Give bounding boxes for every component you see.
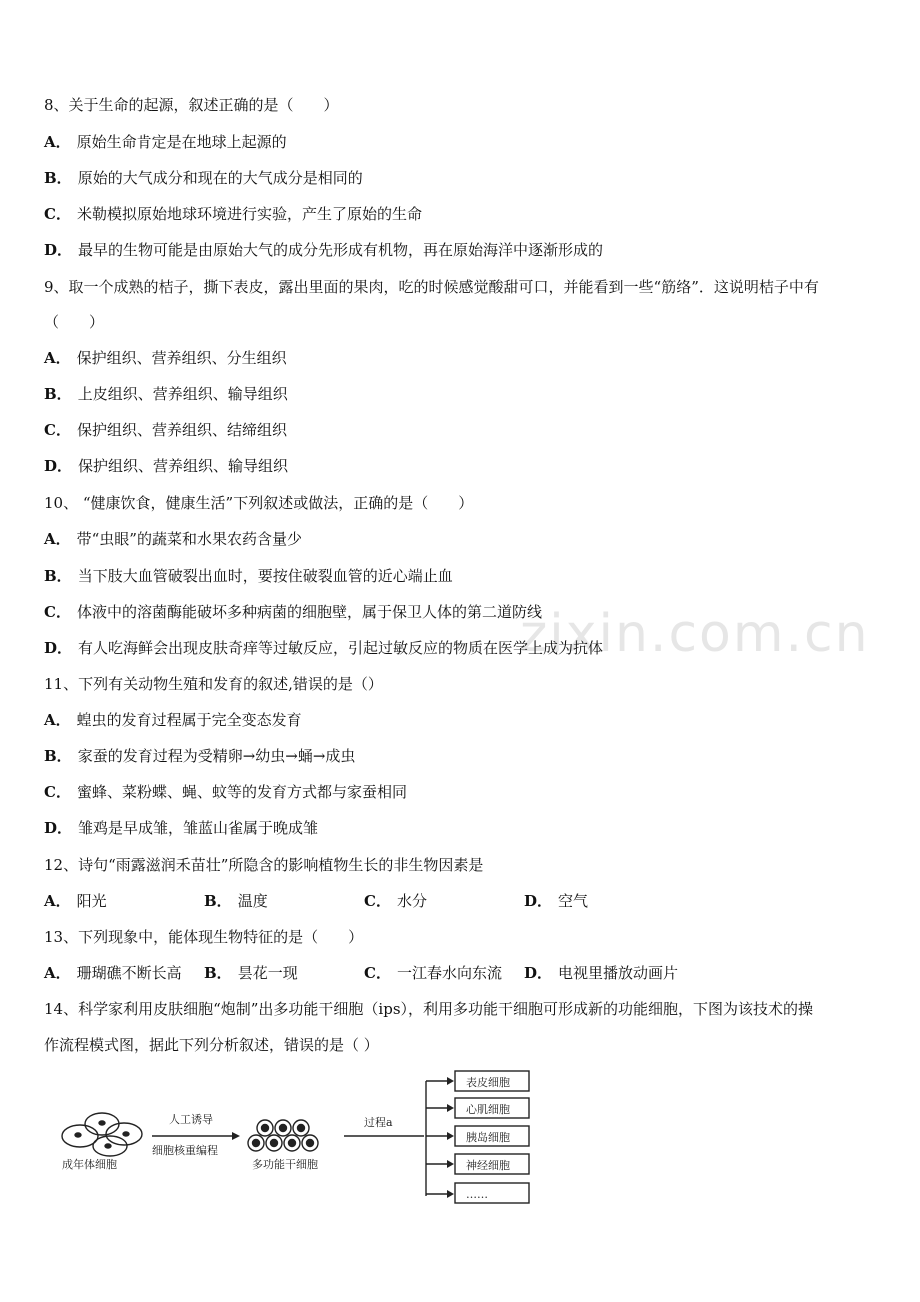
branch-arrows xyxy=(426,1081,447,1194)
branch-arrowheads xyxy=(447,1077,454,1198)
option-text: 温度 xyxy=(237,892,268,910)
q11-option-b xyxy=(44,746,355,766)
q12-option-a xyxy=(44,891,107,911)
q9-option-d xyxy=(44,456,288,476)
q9-option-a xyxy=(44,348,287,368)
option-label: C． xyxy=(364,892,391,910)
q13-option-d xyxy=(524,963,678,983)
option-label: A． xyxy=(44,133,71,151)
option-text: 带“虫眼”的蔬菜和水果农药含量少 xyxy=(76,530,302,548)
q8-option-b xyxy=(44,168,363,188)
option-text: 当下肢大血管破裂出血时，要按住破裂血管的近心端止血 xyxy=(77,567,453,585)
arrow2-label: 过程a xyxy=(364,1116,393,1129)
option-label: A． xyxy=(44,349,71,367)
q10-option-d xyxy=(44,638,603,658)
target-ellipsis: …… xyxy=(466,1188,488,1201)
option-label: C． xyxy=(44,603,71,621)
option-text: 蜜蜂、菜粉蝶、蝇、蚊等的发育方式都与家蚕相同 xyxy=(76,783,407,801)
middle-label: 多功能干细胞 xyxy=(252,1158,318,1171)
q12-option-c xyxy=(364,891,427,911)
option-text: 最早的生物可能是由原始大气的成分先形成有机物，再在原始海洋中逐渐形成的 xyxy=(78,241,604,259)
q13-stem: 13、下列现象中，能体现生物特征的是（ ） xyxy=(44,928,364,946)
q8-option-c xyxy=(44,204,422,224)
stem-cells-icon xyxy=(248,1120,318,1151)
q8-stem: 8、关于生命的起源，叙述正确的是（ ） xyxy=(44,96,339,114)
option-text: 体液中的溶菌酶能破坏多种病菌的细胞壁，属于保卫人体的第二道防线 xyxy=(76,603,542,621)
option-text: 家蚕的发育过程为受精卵→幼虫→蛹→成虫 xyxy=(77,747,356,765)
q13-option-a xyxy=(44,963,182,983)
option-label: C． xyxy=(44,783,71,801)
q10-option-a xyxy=(44,529,302,549)
option-label: C． xyxy=(44,421,71,439)
option-label: D． xyxy=(44,457,73,475)
option-text: 原始生命肯定是在地球上起源的 xyxy=(76,133,287,151)
q11-option-d xyxy=(44,818,318,838)
q11-option-c xyxy=(44,782,407,802)
option-label: C． xyxy=(364,964,391,982)
option-text: 昙花一现 xyxy=(237,964,298,982)
q10-option-c xyxy=(44,602,542,622)
option-label: D． xyxy=(524,964,553,982)
q13-option-b xyxy=(204,963,298,983)
q8-option-a xyxy=(44,132,287,152)
option-text: 电视里播放动画片 xyxy=(558,964,679,982)
option-text: 水分 xyxy=(396,892,427,910)
source-label: 成年体细胞 xyxy=(62,1158,117,1171)
option-label: D． xyxy=(44,241,73,259)
adult-cells-icon xyxy=(62,1113,142,1156)
target-neuron-cell: 神经细胞 xyxy=(466,1159,510,1172)
q11-option-a xyxy=(44,710,302,730)
option-label: B． xyxy=(204,964,232,982)
option-label: A． xyxy=(44,711,71,729)
arrow1-head xyxy=(232,1132,240,1140)
q9-stem-cont: （ ） xyxy=(44,313,105,331)
option-text: 米勒模拟原始地球环境进行实验，产生了原始的生命 xyxy=(76,205,422,223)
option-text: 保护组织、营养组织、输导组织 xyxy=(78,457,289,475)
arrow1-top-label: 人工诱导 xyxy=(169,1113,213,1126)
watermark: zixin.com.cn xyxy=(520,604,870,664)
option-text: 一江春水向东流 xyxy=(396,964,502,982)
q9-option-c xyxy=(44,420,287,440)
option-text: 雏鸡是早成雏，雏蓝山雀属于晚成雏 xyxy=(78,819,319,837)
option-text: 空气 xyxy=(558,892,589,910)
option-label: D． xyxy=(524,892,553,910)
target-cardiac-cell: 心肌细胞 xyxy=(466,1103,510,1116)
q10-stem: 10、 “健康饮食，健康生活”下列叙述或做法，正确的是（ ） xyxy=(44,494,474,512)
option-label: B． xyxy=(44,169,72,187)
option-label: B． xyxy=(44,747,72,765)
option-label: B． xyxy=(44,567,72,585)
option-text: 蝗虫的发育过程属于完全变态发育 xyxy=(76,711,302,729)
q9-stem: 9、取一个成熟的桔子，撕下表皮，露出里面的果肉，吃的时候感觉酸甜可口，并能看到一些“筋络”．这说明桔子中有 xyxy=(44,278,819,296)
option-label: D． xyxy=(44,819,73,837)
option-text: 上皮组织、营养组织、输导组织 xyxy=(77,385,288,403)
target-epidermal-cell: 表皮细胞 xyxy=(466,1076,510,1089)
q8-option-d xyxy=(44,240,603,260)
option-label: B． xyxy=(204,892,232,910)
option-label: A． xyxy=(44,530,71,548)
q12-option-d xyxy=(524,891,588,911)
option-text: 有人吃海鲜会出现皮肤奇痒等过敏反应，引起过敏反应的物质在医学上成为抗体 xyxy=(78,639,604,657)
option-label: C． xyxy=(44,205,71,223)
arrow1-bottom-label: 细胞核重编程 xyxy=(152,1144,218,1157)
stem-cell-flow-diagram xyxy=(44,1068,564,1218)
option-label: B． xyxy=(44,385,72,403)
option-label: D． xyxy=(44,639,73,657)
option-text: 原始的大气成分和现在的大气成分是相同的 xyxy=(77,169,363,187)
q11-stem: 11、下列有关动物生殖和发育的叙述,错误的是（） xyxy=(44,675,383,693)
option-label: A． xyxy=(44,892,71,910)
option-label: A． xyxy=(44,964,71,982)
q14-stem-cont: 作流程模式图，据此下列分析叙述，错误的是（ ） xyxy=(44,1036,379,1054)
target-islet-cell: 胰岛细胞 xyxy=(466,1131,510,1144)
option-text: 保护组织、营养组织、结缔组织 xyxy=(76,421,287,439)
option-text: 珊瑚礁不断长高 xyxy=(76,964,182,982)
q12-stem: 12、诗句“雨露滋润禾苗壮”所隐含的影响植物生长的非生物因素是 xyxy=(44,856,484,874)
q10-option-b xyxy=(44,566,453,586)
option-text: 保护组织、营养组织、分生组织 xyxy=(76,349,287,367)
q14-stem: 14、科学家利用皮肤细胞“炮制”出多功能干细胞（ips），利用多功能干细胞可形成新的功能细胞，下图为该技术的操 xyxy=(44,1000,814,1018)
q12-option-b xyxy=(204,891,268,911)
q13-option-c xyxy=(364,963,502,983)
q9-option-b xyxy=(44,384,288,404)
option-text: 阳光 xyxy=(76,892,107,910)
